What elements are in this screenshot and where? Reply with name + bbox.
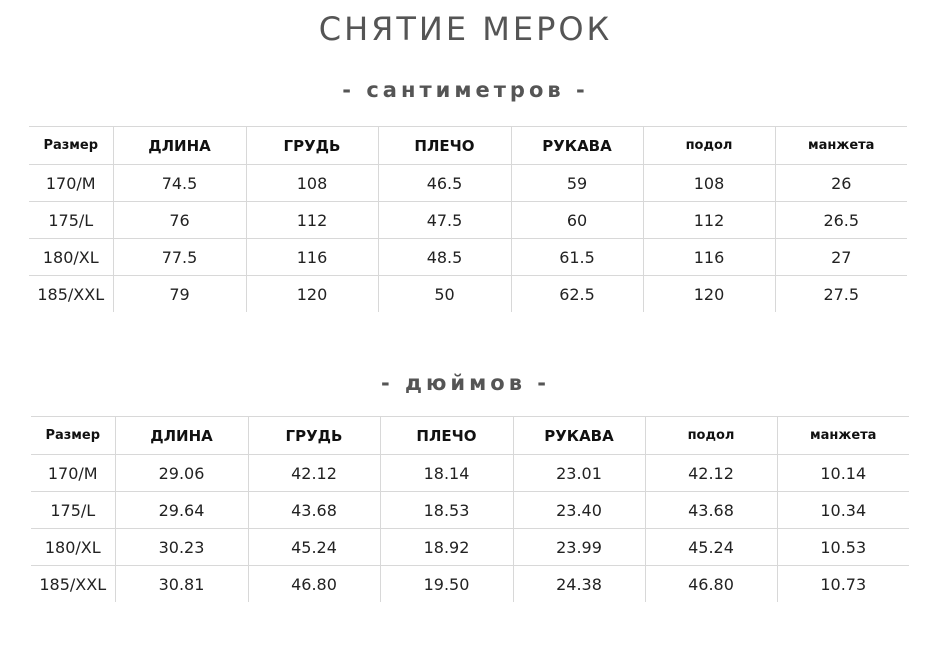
length-cell: 74.5 <box>113 165 246 202</box>
chest-cell: 116 <box>246 239 378 276</box>
sleeve-cell: 23.01 <box>513 455 645 492</box>
cuff-cell: 10.53 <box>777 529 909 566</box>
column-header-length: ДЛИНА <box>113 127 246 165</box>
chest-cell: 46.80 <box>248 566 380 603</box>
column-header-cuff: манжета <box>777 417 909 455</box>
chest-cell: 45.24 <box>248 529 380 566</box>
column-header-length: ДЛИНА <box>115 417 248 455</box>
chest-cell: 42.12 <box>248 455 380 492</box>
length-cell: 79 <box>113 276 246 313</box>
chest-cell: 108 <box>246 165 378 202</box>
column-header-sleeve: РУКАВА <box>511 127 643 165</box>
sleeve-cell: 23.99 <box>513 529 645 566</box>
hem-cell: 108 <box>643 165 775 202</box>
size-cell: 180/XL <box>31 529 115 566</box>
hem-cell: 45.24 <box>645 529 777 566</box>
table-row <box>31 455 909 492</box>
size-cell: 170/M <box>29 165 113 202</box>
hem-cell: 116 <box>643 239 775 276</box>
table-row <box>31 566 909 603</box>
cuff-cell: 27.5 <box>775 276 907 313</box>
hem-cell: 42.12 <box>645 455 777 492</box>
table-row <box>31 492 909 529</box>
column-header-size: Размер <box>31 417 115 455</box>
length-cell: 29.64 <box>115 492 248 529</box>
column-header-hem: подол <box>645 417 777 455</box>
hem-cell: 43.68 <box>645 492 777 529</box>
shoulder-cell: 18.53 <box>380 492 513 529</box>
cuff-cell: 26.5 <box>775 202 907 239</box>
table-row <box>29 165 907 202</box>
shoulder-cell: 46.5 <box>378 165 511 202</box>
length-cell: 77.5 <box>113 239 246 276</box>
column-header-chest: ГРУДЬ <box>246 127 378 165</box>
shoulder-cell: 50 <box>378 276 511 313</box>
table-row <box>29 239 907 276</box>
shoulder-cell: 47.5 <box>378 202 511 239</box>
size-cell: 175/L <box>29 202 113 239</box>
shoulder-cell: 19.50 <box>380 566 513 603</box>
sleeve-cell: 62.5 <box>511 276 643 313</box>
size-cell: 180/XL <box>29 239 113 276</box>
size-cell: 175/L <box>31 492 115 529</box>
hem-cell: 112 <box>643 202 775 239</box>
cuff-cell: 27 <box>775 239 907 276</box>
sleeve-cell: 61.5 <box>511 239 643 276</box>
size-cell: 185/XXL <box>39 574 107 594</box>
hem-cell: 120 <box>643 276 775 313</box>
chest-cell: 112 <box>246 202 378 239</box>
chest-cell: 43.68 <box>248 492 380 529</box>
table-row <box>29 276 907 313</box>
column-header-hem: подол <box>643 127 775 165</box>
column-header-sleeve: РУКАВА <box>513 417 645 455</box>
sleeve-cell: 23.40 <box>513 492 645 529</box>
column-header-size: Размер <box>29 127 113 165</box>
inch-size-table <box>31 416 909 602</box>
column-header-shoulder: ПЛЕЧО <box>378 127 511 165</box>
sleeve-cell: 24.38 <box>513 566 645 603</box>
cuff-cell: 10.14 <box>777 455 909 492</box>
length-cell: 30.81 <box>115 566 248 603</box>
shoulder-cell: 18.92 <box>380 529 513 566</box>
cuff-cell: 26 <box>775 165 907 202</box>
cm-size-table <box>29 126 907 312</box>
length-cell: 29.06 <box>115 455 248 492</box>
size-cell: 185/XXL <box>37 284 105 304</box>
table-row <box>31 529 909 566</box>
sleeve-cell: 59 <box>511 165 643 202</box>
column-header-shoulder: ПЛЕЧО <box>380 417 513 455</box>
shoulder-cell: 48.5 <box>378 239 511 276</box>
chest-cell: 120 <box>246 276 378 313</box>
cuff-cell: 10.73 <box>777 566 909 603</box>
column-header-chest: ГРУДЬ <box>248 417 380 455</box>
cm-section-heading: - сантиметров - <box>342 78 589 102</box>
table-header-row <box>29 127 907 165</box>
length-cell: 76 <box>113 202 246 239</box>
sleeve-cell: 60 <box>511 202 643 239</box>
page-title: СНЯТИЕ МЕРОК <box>318 10 613 48</box>
length-cell: 30.23 <box>115 529 248 566</box>
cuff-cell: 10.34 <box>777 492 909 529</box>
table-row <box>29 202 907 239</box>
column-header-cuff: манжета <box>775 127 907 165</box>
hem-cell: 46.80 <box>645 566 777 603</box>
size-cell: 170/M <box>31 455 115 492</box>
shoulder-cell: 18.14 <box>380 455 513 492</box>
inch-section-heading: - дюймов - <box>380 371 551 395</box>
table-header-row <box>31 417 909 455</box>
